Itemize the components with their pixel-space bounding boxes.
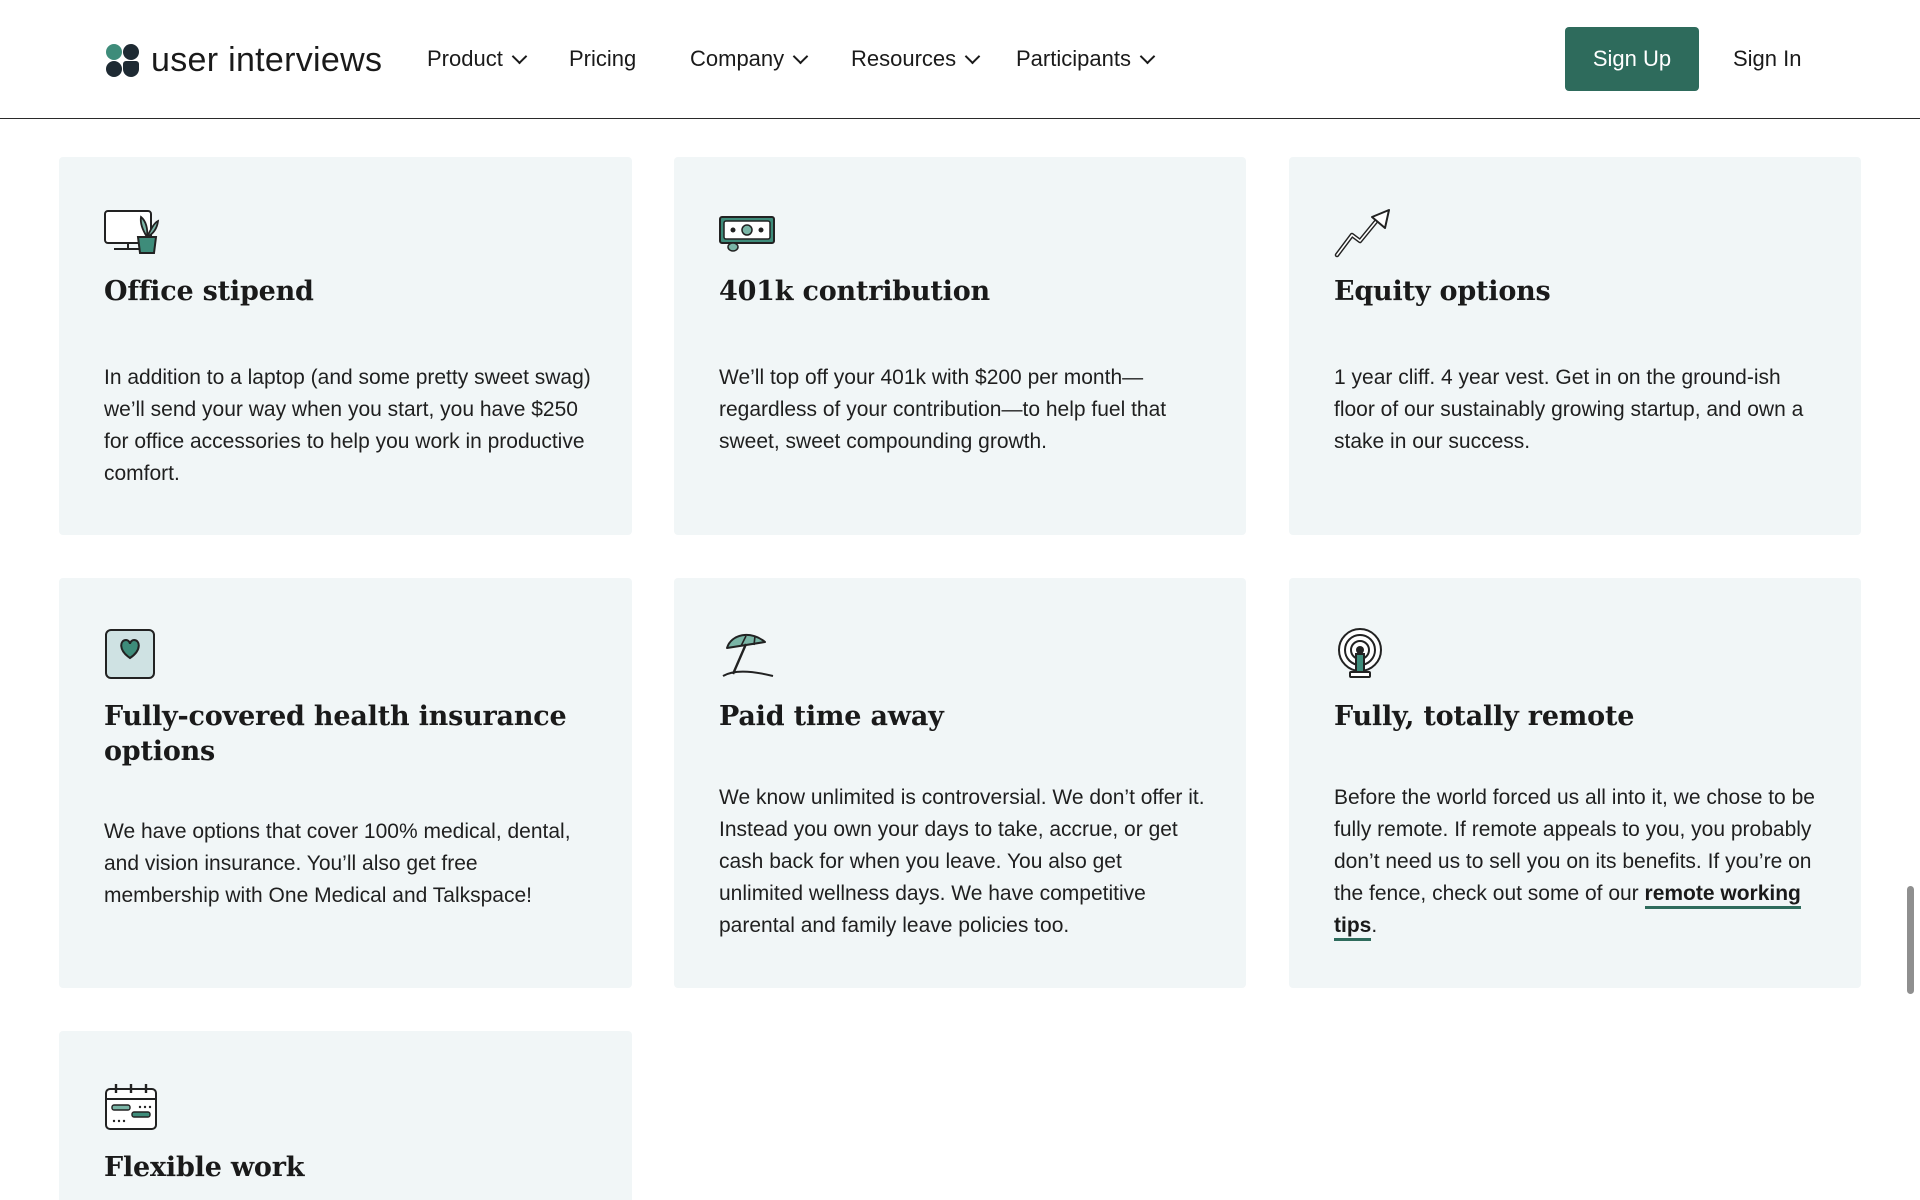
- benefit-description: 1 year cliff. 4 year vest. Get in on the ground-ish floor of our sustainably growing startup, and own a stake in our success.: [1334, 366, 1804, 453]
- nav-item-label: Company: [690, 46, 785, 71]
- monitor-plant-icon: [104, 207, 162, 259]
- benefit-title: 401k contribution: [719, 276, 990, 307]
- trending-up-arrow-icon: [1334, 207, 1392, 259]
- benefit-card-equity: [1289, 157, 1861, 535]
- benefit-description: In addition to a laptop (and some pretty sweet swag) we’ll send your way when you start, you have $250 for office accessories to help you work in productive comfort.: [104, 366, 591, 485]
- chevron-down-icon: [965, 48, 981, 64]
- heart-square-icon: [104, 628, 162, 680]
- benefit-description-end: .: [1371, 914, 1378, 937]
- benefit-description: We’ll top off your 401k with $200 per month—regardless of your contribution—to help fuel that sweet, sweet compounding growth.: [719, 366, 1167, 453]
- benefit-card-remote: [1289, 578, 1861, 988]
- nav-item-participants[interactable]: [1016, 46, 1153, 72]
- benefit-card-office-stipend: [59, 157, 632, 535]
- money-bill-icon: [719, 207, 777, 259]
- calendar-icon: [104, 1081, 162, 1133]
- chevron-down-icon: [512, 48, 528, 64]
- nav-item-label: Pricing: [569, 46, 637, 71]
- benefit-title: Equity options: [1334, 276, 1551, 307]
- benefit-card-flexible-work: [59, 1031, 632, 1200]
- benefit-card-paid-time-away: [674, 578, 1246, 988]
- nav-item-pricing[interactable]: [569, 46, 636, 72]
- nav-item-label: Resources: [851, 46, 957, 71]
- benefit-title: Fully-covered health insurance options: [104, 701, 567, 767]
- benefit-title: Paid time away: [719, 701, 944, 732]
- nav-item-company[interactable]: [690, 46, 806, 72]
- nav-item-label: Participants: [1016, 46, 1131, 71]
- nav-item-resources[interactable]: [851, 46, 978, 72]
- benefit-title: Office stipend: [104, 276, 314, 307]
- logo-mark-icon: [105, 42, 141, 78]
- benefit-description: We know unlimited is controversial. We don’t offer it. Instead you own your days to take, accrue, or get cash back for when you leave. You also get unlimited wellness days. We have competitive parental and family leave policies too.: [719, 786, 1205, 937]
- benefit-title: Fully, totally remote: [1334, 701, 1635, 732]
- nav-item-label: Product: [427, 46, 503, 71]
- benefit-card-health-insurance: [59, 578, 632, 988]
- benefit-title: Flexible work: [104, 1152, 305, 1183]
- benefit-description: We have options that cover 100% medical, dental, and vision insurance. You’ll also get free membership with One Medical and Talkspace!: [104, 820, 571, 907]
- top-nav: [0, 0, 1920, 119]
- chevron-down-icon: [793, 48, 809, 64]
- benefit-description-text: Before the world forced us all into it, we chose to be fully remote. If remote appeals to you, you probably don’t need us to sell you on its benefits. If you’re on the fence, check out some of our: [1334, 786, 1815, 905]
- beach-umbrella-icon: [719, 628, 777, 680]
- logo-text: user interviews: [151, 40, 383, 79]
- sign-in-link[interactable]: Sign In: [1733, 46, 1802, 71]
- brand-logo[interactable]: [105, 42, 382, 78]
- benefit-card-401k: [674, 157, 1246, 535]
- benefit-description: [1334, 782, 1824, 942]
- scrollbar-thumb[interactable]: [1907, 886, 1914, 994]
- sign-up-button[interactable]: Sign Up: [1565, 27, 1699, 91]
- chevron-down-icon: [1140, 48, 1156, 64]
- remote-working-tips-link[interactable]: remote working tips: [1334, 882, 1801, 941]
- radio-antenna-icon: [1334, 628, 1392, 680]
- nav-item-product[interactable]: [427, 46, 525, 72]
